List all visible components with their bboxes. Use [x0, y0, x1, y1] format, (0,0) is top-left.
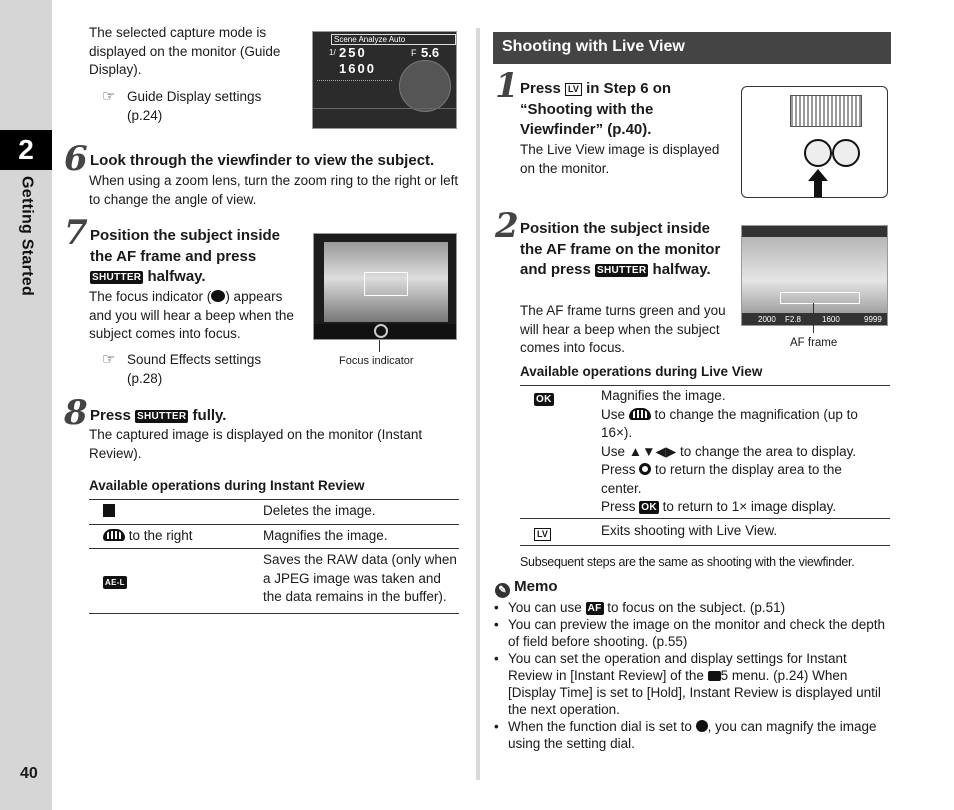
ok-button-icon: OK [641, 502, 657, 513]
lv-key-icon: LV [534, 528, 551, 541]
list-item: • You can set the operation and display settings for Instant Review in [Instant Review] of the 5 menu. (p.24) When [Display Time] is set to [Hold], Instant Review is displayed until the next operation. [492, 650, 892, 718]
intro-text: The selected capture mode is displayed on the monitor (Guide Display). [89, 25, 281, 77]
step-8-title: Press SHUTTER fully. [90, 407, 227, 424]
step-2-title: Position the subject inside the AF frame on the monitor and press SHUTTER halfway. [520, 220, 721, 278]
step-7-body: The focus indicator ( ) appears and you will hear a beep when the subject comes into focus. [89, 289, 294, 341]
list-item: • You can use AF to focus on the subject. (p.51) [492, 599, 892, 616]
table-row [89, 549, 459, 614]
ok-button-icon: OK [536, 394, 552, 405]
live-view-ops-heading: Available operations during Live View [520, 364, 763, 379]
chapter-side-tab [0, 0, 52, 810]
pointing-hand-icon: ☞ [102, 88, 116, 105]
shutter-button-key: SHUTTER [597, 265, 647, 276]
lv-button-graphic [804, 139, 832, 167]
control-dial-graphic [399, 60, 451, 112]
chapter-label: Getting Started [18, 176, 36, 297]
camera-back-illustration [741, 86, 888, 198]
focus-indicator-icon [211, 290, 225, 302]
dial-icon [103, 529, 125, 541]
live-view-screenshot [741, 225, 888, 326]
viewfinder-eyecup [790, 95, 862, 127]
page-number: 40 [20, 765, 38, 782]
step-7-number: 7 [64, 213, 88, 253]
camera-icon [708, 671, 721, 681]
list-item: • You can preview the image on the monitor and check the depth of field before shooting. (p.55) [492, 616, 892, 650]
step-1-body: The Live View image is displayed on the monitor. [520, 142, 720, 176]
af-button-icon: AF [587, 603, 602, 614]
sound-effects-ref: ☞ Sound Effects settings (p.28) [102, 351, 262, 386]
column-divider [476, 28, 480, 780]
op-desc: Deletes the image. [263, 503, 376, 518]
iso-readout: 1600 [339, 61, 376, 76]
section-title: Shooting with Live View [493, 32, 891, 64]
viewfinder-screenshot [313, 233, 457, 340]
af-frame-box [780, 292, 860, 304]
af-frame-box [364, 272, 408, 296]
four-way-arrows-icon: ▲▼◀▶ [628, 443, 677, 459]
list-item: • When the function dial is set to , you can magnify the image using the setting dial. [492, 718, 892, 752]
aperture-readout: 5.6 [421, 45, 440, 60]
guide-display-screenshot: Scene Analyze Auto 1/ 250 F 5.6 1600 [312, 31, 457, 129]
table-row: to the right Magnifies the image. [89, 524, 459, 549]
shutter-button-key: SHUTTER [137, 411, 187, 422]
live-view-top-bar [742, 226, 888, 237]
step-6-body: When using a zoom lens, turn the zoom ring to the right or left to change the angle of view. [89, 173, 459, 207]
live-view-status-bar: 2000 F2.8 1600 9999 [742, 313, 888, 326]
table-row [89, 500, 459, 525]
step-2-number: 2 [495, 206, 519, 246]
memo-pencil-icon: ✎ [495, 583, 510, 598]
ael-icon: AE-L [105, 578, 125, 587]
instant-review-ops-table [89, 499, 459, 614]
instant-review-ops-heading: Available operations during Instant Review [89, 478, 365, 493]
ok-ring-icon [639, 463, 651, 475]
step-6-number: 6 [64, 139, 88, 179]
guide-display-ref: ☞ Guide Display settings (p.24) [102, 88, 262, 123]
memo-heading: ✎ Memo [495, 578, 558, 598]
step-6-title: Look through the viewfinder to view the subject. [90, 152, 435, 169]
af-frame-caption: AF frame [790, 337, 838, 349]
step-8-body: The captured image is displayed on the monitor (Instant Review). [89, 427, 423, 461]
memo-list [492, 599, 892, 752]
step-7-title: Position the subject inside the AF frame and press SHUTTER halfway. [90, 227, 281, 285]
shutter-readout: 250 [339, 45, 367, 60]
lv-key: LV [565, 83, 582, 96]
play-button-graphic [832, 139, 860, 167]
step-2-body: The AF frame turns green and you will hear a beep when the subject comes into focus. [520, 303, 726, 355]
lv-op-description: Exits shooting with Live View. [601, 523, 778, 538]
step-8-number: 8 [64, 393, 88, 433]
subsequent-steps-note: Subsequent steps are the same as shooting with the viewfinder. [520, 555, 855, 569]
step-1-number: 1 [495, 66, 519, 106]
dial-icon [629, 408, 651, 420]
step-1-title: Press LV in Step 6 on “Shooting with the Viewfinder” (p.40). [520, 80, 672, 138]
shutter-button-key: SHUTTER [92, 272, 142, 283]
pointing-hand-icon: ☞ [102, 351, 116, 368]
focus-indicator-marker [374, 324, 388, 338]
green-mode-icon [696, 720, 708, 732]
capture-mode-label: Scene Analyze Auto [331, 34, 456, 45]
exposure-scale [317, 80, 392, 86]
trash-icon [103, 504, 115, 517]
op-desc: Saves the RAW data (only when a JPEG image was taken and the data remains in the buffer). [263, 552, 457, 604]
op-desc: Magnifies the image. [263, 527, 388, 543]
ok-ops-description: Magnifies the image. Use to change the magnification (up to 16×). Use ▲▼◀▶ to change the area to display. Press to return the display area to the center. Press OK to return to 1× image display. [601, 388, 858, 514]
chapter-number: 2 [0, 130, 52, 170]
focus-indicator-caption: Focus indicator [339, 355, 414, 367]
